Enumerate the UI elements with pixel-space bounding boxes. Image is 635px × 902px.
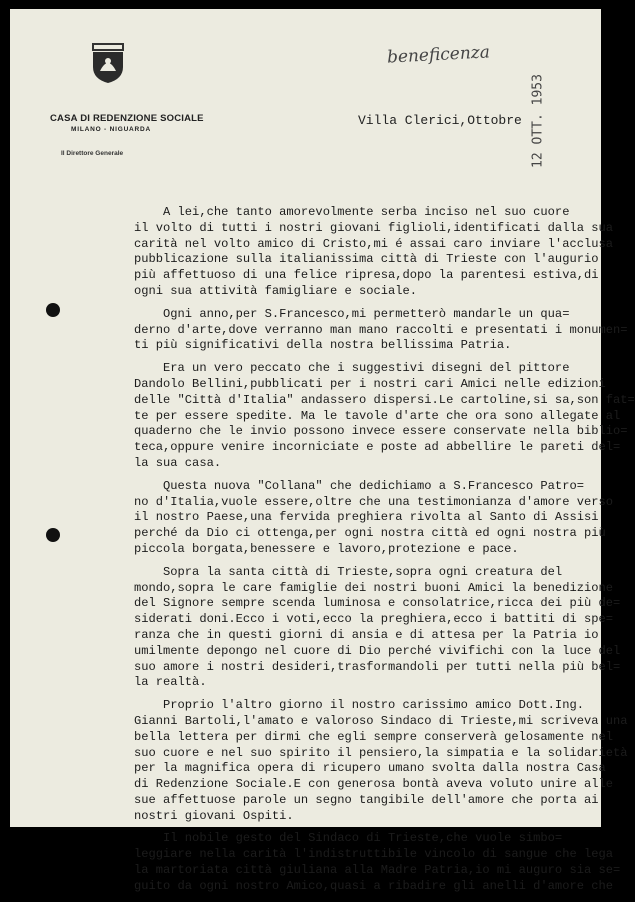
text-line: suo amore i nostri desideri,trasformandoli per tutti nella più bel=	[134, 659, 621, 674]
text-line: Proprio l'altro giorno il nostro carissimo amico Dott.Ing.	[134, 698, 584, 713]
text-line: Sopra la santa città di Trieste,sopra ogni creatura del	[134, 564, 563, 579]
text-line: te per essere spedite. Ma le tavole d'arte che ora sono allegate al	[134, 408, 621, 423]
text-line: teca,oppure venire incorniciate e poste ad abbellire le pareti del=	[134, 440, 621, 455]
organization-city: MILANO - NIGUARDA	[71, 126, 152, 133]
place-date: Villa Clerici,Ottobre	[358, 113, 522, 128]
text-line: ogni sua attività famigliare e sociale.	[134, 283, 418, 298]
text-line: Il nobile gesto del Sindaco di Trieste,che vuole simbo=	[134, 831, 563, 846]
text-line: guito da ogni nostro Amico,quasi a ribadire gli anelli d'amore che	[134, 878, 613, 893]
text-line: Ogni anno,per S.Francesco,mi permetterò mandarle un qua=	[134, 306, 570, 321]
text-line: Gianni Bartoli,l'amato e valoroso Sindaco di Trieste,mi scriveva una	[134, 713, 628, 728]
text-line: la sua casa.	[134, 455, 222, 470]
text-line: bella lettera per dirmi che egli sempre conserverà gelosamente nel	[134, 729, 613, 744]
text-line: quaderno che le invio possono invece essere conservate nella biblio=	[134, 424, 628, 439]
text-line: sue affettuose parole un segno tangibile dell'amore che porta ai	[134, 792, 599, 807]
text-line: derno d'arte,dove verranno man mano raccolti e presentati i monumen=	[134, 322, 628, 337]
text-line: del Signore sempre scenda luminosa e consolatrice,ricca dei più de=	[134, 596, 621, 611]
text-line: di Redenzione Sociale.E con generosa bontà aveva voluto unire alle	[134, 777, 613, 792]
paragraph	[134, 564, 621, 691]
organization-name: CASA DI REDENZIONE SOCIALE	[50, 113, 204, 124]
text-line: carità nel volto amico di Cristo,mi é assai caro inviare l'acclusa	[134, 236, 613, 251]
paragraph	[134, 698, 628, 824]
text-line: delle "Città d'Italia" andassero dispersi.Le cartoline,si sa,son fat=	[134, 392, 635, 407]
letter-page	[10, 9, 635, 893]
paragraph	[134, 205, 613, 300]
handwritten-note: beneficenza	[386, 42, 491, 68]
text-line: il nostro Paese,una fervida preghiera rivolta al Santo di Assisi	[134, 510, 599, 525]
punch-hole-icon	[46, 303, 60, 317]
text-line: la martoriata città giuliana alla Madre Patria,io mi auguro sia se=	[134, 863, 621, 878]
text-line: per la magnifica opera di ricupero umano svolta dalla nostra Casa	[134, 761, 606, 776]
date-stamp-text: 12 OTT. 1953	[530, 74, 546, 168]
text-line: ranza che in questi giorni di ansia e di attesa per la Patria io	[134, 627, 599, 642]
text-line: umilmente depongo nel cuore di Dio perché vivifichi con la luce del	[134, 643, 621, 658]
text-line: nostri giovani Ospiti.	[134, 808, 294, 823]
text-line: ti più significativi della nostra bellissima Patria.	[134, 338, 512, 353]
text-line: Dandolo Bellini,pubblicati per i nostri cari Amici nelle edizioni	[134, 376, 606, 391]
text-line: suo cuore e nel suo spirito il pensiero,la simpatia e la solidarietà	[134, 745, 628, 760]
paragraph	[134, 831, 621, 894]
text-line: pubblicazione sulla italianissima città di Trieste con l'augurio	[134, 252, 599, 267]
text-line: la realtà.	[134, 675, 207, 690]
letter-body	[134, 205, 635, 902]
paragraph	[134, 478, 613, 558]
text-line: perché da Dio ci ottenga,per ogni nostra città ed ogni nostra più	[134, 526, 606, 541]
text-line: Era un vero peccato che i suggestivi disegni del pittore	[134, 361, 570, 376]
text-line: A lei,che tanto amorevolmente serba inciso nel suo cuore	[134, 205, 570, 219]
punch-hole-icon	[46, 528, 60, 542]
text-line: Questa nuova "Collana" che dedichiamo a S.Francesco Patro=	[134, 478, 584, 493]
text-line: siderati doni.Ecco i voti,ecco la preghiera,ecco i battiti di spe=	[134, 612, 613, 627]
text-line: più affettuoso di una felice ripresa,dopo la parentesi estiva,di	[134, 268, 599, 283]
text-line: mondo,sopra le care famiglie dei nostri buoni Amici la benedizione	[134, 580, 613, 595]
text-line: no d'Italia,vuole essere,oltre che una testimonianza d'amore verso	[134, 494, 613, 509]
date-stamp	[530, 74, 546, 168]
paragraph	[134, 306, 628, 354]
text-line: piccola borgata,benessere e lavoro,protezione e pace.	[134, 541, 519, 556]
text-line: il volto di tutti i nostri giovani figlioli,identificati dalla sua	[134, 220, 613, 235]
text-line: leggiare nella carità l'indistruttibile vincolo di sangue che lega	[134, 847, 613, 862]
paragraph	[134, 361, 635, 472]
director-title: Il Direttore Generale	[61, 150, 124, 157]
institution-crest-logo	[90, 41, 126, 85]
